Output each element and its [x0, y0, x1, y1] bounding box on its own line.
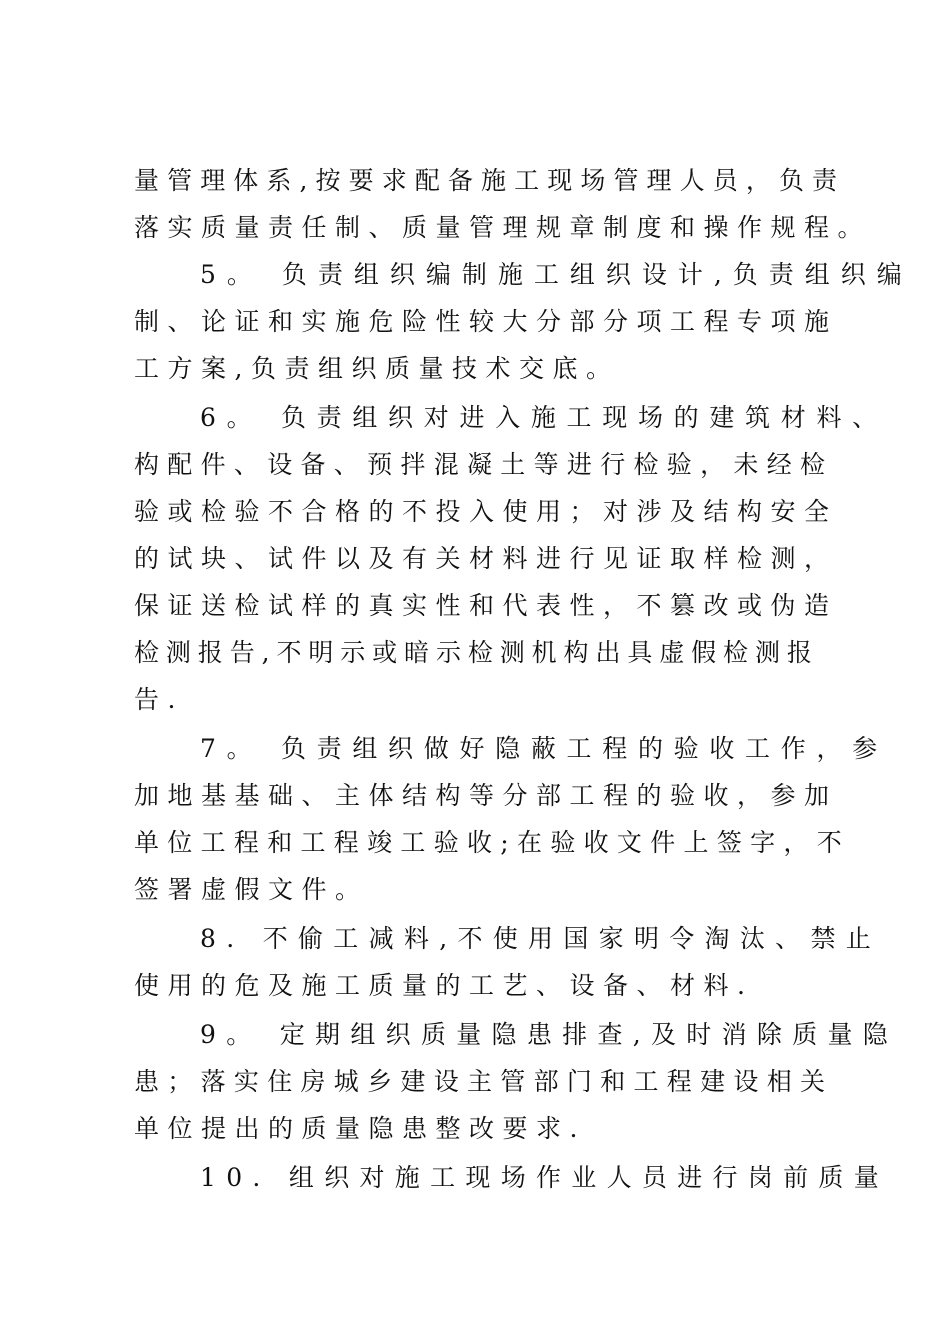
text-line: 检测报告,不明示或暗示检测机构出具虚假检测报	[134, 638, 819, 667]
text-line: 6。 负责组织对进入施工现场的建筑材料、	[200, 403, 888, 432]
text-line: 保证送检试样的真实性和代表性，不篡改或伪造	[134, 591, 838, 620]
text-line: 工方案,负责组织质量技术交底。	[134, 354, 620, 383]
text-line: 落实质量责任制、质量管理规章制度和操作规程。	[134, 213, 872, 242]
text-line: 验或检验不合格的不投入使用；对涉及结构安全	[134, 497, 838, 526]
text-line: 签署虚假文件。	[134, 875, 369, 904]
text-line: 单位工程和工程竣工验收;在验收文件上签字，不	[134, 828, 851, 857]
text-line: 10. 组织对施工现场作业人员进行岗前质量	[200, 1163, 890, 1192]
text-line: 制、论证和实施危险性较大分部分项工程专项施	[134, 307, 838, 336]
text-line: 单位提出的质量隐患整改要求.	[134, 1114, 586, 1143]
text-line: 加地基基础、主体结构等分部工程的验收，参加	[134, 781, 838, 810]
text-line: 告.	[134, 685, 184, 714]
text-line: 的试块、试件以及有关材料进行见证取样检测，	[134, 544, 838, 573]
text-line: 构配件、设备、预拌混凝土等进行检验，未经检	[134, 450, 834, 479]
text-line: 7。 负责组织做好隐蔽工程的验收工作，参	[200, 734, 888, 763]
text-line: 量管理体系,按要求配备施工现场管理人员，负责	[134, 166, 846, 195]
text-line: 5。 负责组织编制施工组织设计,负责组织编	[200, 260, 913, 289]
text-line: 患；落实住房城乡建设主管部门和工程建设相关	[134, 1067, 834, 1096]
text-line: 9。 定期组织质量隐患排查,及时消除质量隐	[200, 1020, 899, 1049]
text-line: 使用的危及施工质量的工艺、设备、材料.	[134, 971, 754, 1000]
text-line: 8. 不偷工减料,不使用国家明令淘汰、禁止	[200, 924, 882, 953]
